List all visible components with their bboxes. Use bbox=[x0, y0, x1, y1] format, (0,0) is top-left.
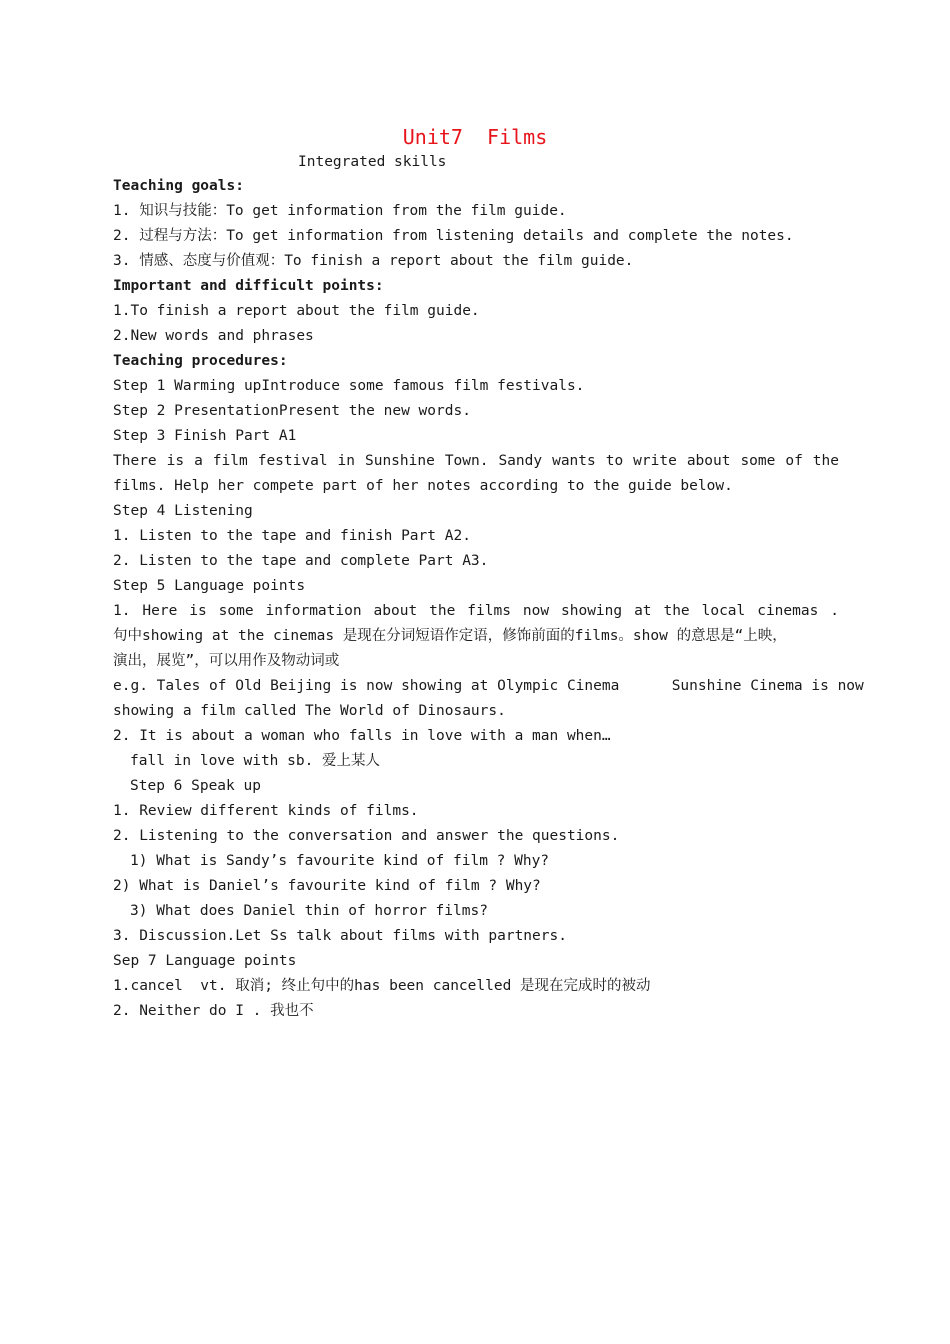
text-line: fall in love with sb. 爱上某人 bbox=[130, 753, 381, 769]
text-line: There is a film festival in Sunshine Town. Sandy wants to write about some of the bbox=[113, 453, 839, 469]
text-line: 2. It is about a woman who falls in love with a man when… bbox=[113, 728, 611, 744]
text-line: 1) What is Sandy’s favourite kind of film ? Why? bbox=[130, 853, 550, 869]
text-line: 3) What does Daniel thin of horror films? bbox=[130, 903, 488, 919]
text-line: Step 6 Speak up bbox=[130, 778, 261, 794]
text-line: e.g. Tales of Old Beijing is now showing at Olympic Cinema Sunshine Cinema is now bbox=[113, 678, 864, 694]
text-line: Step 3 Finish Part A1 bbox=[113, 428, 297, 444]
text-line: 1.cancel vt. 取消; 终止句中的has been cancelled 是现在完成时的被动 bbox=[113, 978, 651, 994]
text-line: Step 4 Listening bbox=[113, 503, 253, 519]
text-line: 演出，展览”，可以用作及物动词或 bbox=[113, 653, 340, 669]
section-heading: Important and difficult points: bbox=[113, 278, 384, 294]
text-line: 2) What is Daniel’s favourite kind of film ? Why? bbox=[113, 878, 541, 894]
text-line: 1. Review different kinds of films. bbox=[113, 803, 419, 819]
text-line: 2. Neither do I . 我也不 bbox=[113, 1003, 314, 1019]
text-line: Sep 7 Language points bbox=[113, 953, 297, 969]
section-heading: Teaching procedures: bbox=[113, 353, 288, 369]
text-line: Step 1 Warming upIntroduce some famous film festivals. bbox=[113, 378, 585, 394]
text-line: 3. 情感、态度与价值观：To finish a report about the film guide. bbox=[113, 253, 634, 269]
text-line: 2. 过程与方法：To get information from listening details and complete the notes. bbox=[113, 228, 794, 244]
page-title: Unit7 Films bbox=[402, 125, 548, 149]
text-line: 1. 知识与技能：To get information from the film guide. bbox=[113, 203, 567, 219]
text-line: 2.New words and phrases bbox=[113, 328, 314, 344]
text-line: Step 2 PresentationPresent the new words. bbox=[113, 403, 471, 419]
text-line: 1. Here is some information about the films now showing at the local cinemas . bbox=[113, 603, 839, 619]
text-line: 1.To finish a report about the film guide. bbox=[113, 303, 480, 319]
page-subtitle: Integrated skills bbox=[298, 154, 447, 170]
text-line: 2. Listen to the tape and complete Part A3. bbox=[113, 553, 489, 569]
text-line: films. Help her compete part of her notes according to the guide below. bbox=[113, 478, 733, 494]
text-line: Step 5 Language points bbox=[113, 578, 306, 594]
section-heading: Teaching goals: bbox=[113, 178, 244, 194]
text-line: showing a film called The World of Dinosaurs. bbox=[113, 703, 506, 719]
document-body bbox=[113, 177, 864, 1027]
text-line: 3. Discussion.Let Ss talk about films with partners. bbox=[113, 928, 567, 944]
text-line: 2. Listening to the conversation and answer the questions. bbox=[113, 828, 620, 844]
text-line: 句中showing at the cinemas 是现在分词短语作定语，修饰前面的films。show 的意思是“上映， bbox=[113, 628, 787, 644]
text-line: 1. Listen to the tape and finish Part A2. bbox=[113, 528, 471, 544]
